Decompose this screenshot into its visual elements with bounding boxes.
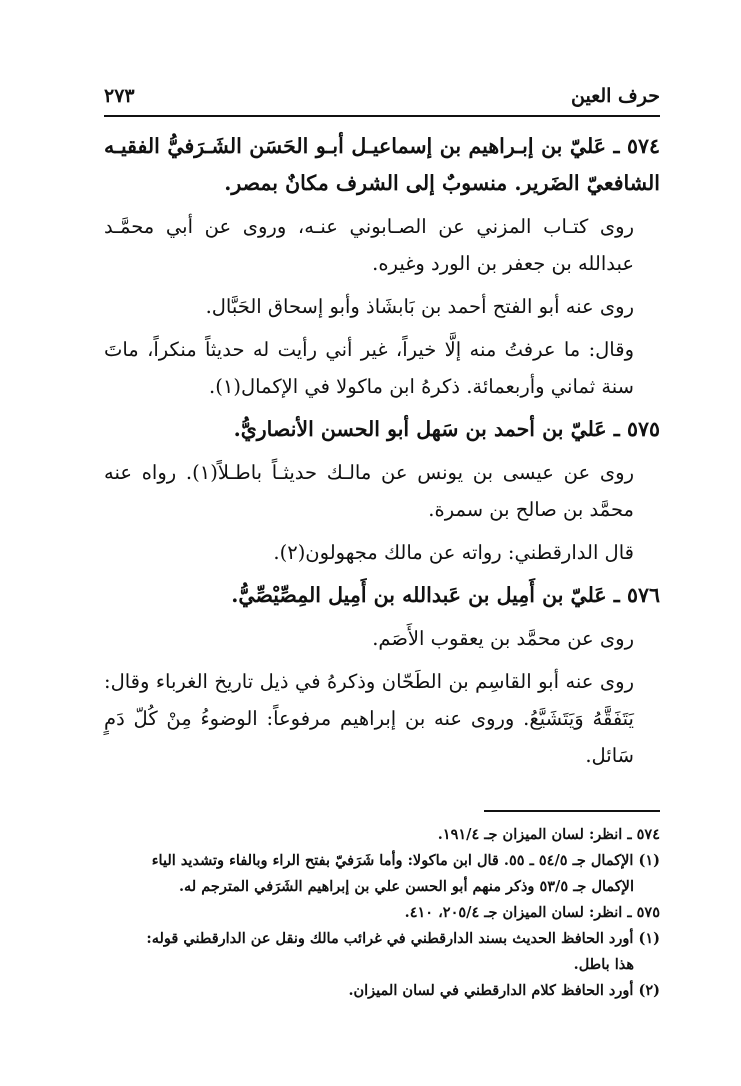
footnote-575-2: (٢) أورد الحافظ كلام الدارقطني في لسان الميزان. (348, 982, 660, 999)
paragraph: روى عن عيسى بن يونس عن مالـك حديثـاً باطـلاً(١). رواه عنه محمَّد بن صالح بن سمرة. (104, 461, 634, 521)
paragraph: وقال: ما عرفتُ منه إلَّا خيراً، غير أني رأيت له حديثاً منكراً، ماتَ سنة ثماني وأربعمائة. ذكرهُ ابن ماكولا في الإكمال(١). (104, 338, 634, 398)
footnote-574-ref: ٥٧٤ ـ انظر: لسان الميزان جـ ١٩١/٤. (437, 826, 660, 843)
footnote-divider (484, 810, 660, 812)
footnotes (104, 822, 660, 1004)
header-divider (104, 115, 660, 117)
footnote-574-1: (١) الإكمال جـ ٥٤/٥ ـ ٥٥. قال ابن ماكولا: وأما شَرَفيّ بفتح الراء وبالفاء وتشديد الياء (151, 852, 660, 869)
paragraph: روى عن محمَّد بن يعقوب الأَصَم. (372, 627, 634, 650)
paragraph: قال الدارقطني: رواته عن مالك مجهولون(٢). (273, 541, 634, 564)
entry-575-heading: ٥٧٥ ـ عَليّ بن أحمد بن سَهل أبو الحسن الأنصاريُّ. (233, 417, 660, 441)
chapter-title: حرف العين (571, 85, 660, 107)
footnote-575-1-cont: هذا باطل. (573, 956, 634, 973)
entry-576-heading: ٥٧٦ ـ عَليّ بن أَمِيل بن عَبدالله بن أَمِيل المِصِّيْصِّيُّ. (231, 583, 660, 607)
paragraph: روى كتـاب المزني عن الصـابوني عنـه، وروى عن أبي محمَّـد عبدالله بن جعفر بن الورد وغيره. (104, 215, 634, 275)
footnote-575-1: (١) أورد الحافظ الحديث بسند الدارقطني في غرائب مالك ونقل عن الدارقطني قوله: (146, 930, 660, 947)
footnote-574-1-cont: الإكمال جـ ٥٣/٥ وذكر منهم أبو الحسن علي بن إبراهيم الشَرَفي المترجم له. (178, 878, 634, 895)
entry-574-heading: ٥٧٤ ـ عَليّ بن إبـراهيم بن إسماعيـل أبـو الحَسَن الشَـرَفيُّ الفقيـه الشافعيّ الضَرير. منسوبٌ إلى الشرف مكانٌ بمصر. (104, 134, 660, 195)
paragraph: روى عنه أبو الفتح أحمد بن بَابشَاذ وأبو إسحاق الحَبَّال. (205, 295, 634, 318)
paragraph: روى عنه أبو القاسِم بن الطَحّان وذكرهُ في ذيل تاريخ الغرباء وقال: يَتَفَقَّهُ وَيَتَشَيَّعُ. وروى عنه بن إبراهيم مرفوعاً: الوضوءُ مِنْ كُلّ دَمٍ سَائل. (104, 670, 634, 767)
page-header (104, 80, 660, 112)
page-number: ٢٧٣ (104, 85, 135, 107)
main-text (104, 128, 660, 780)
footnote-575-ref: ٥٧٥ ـ انظر: لسان الميزان جـ ٢٠٥/٤، ٤١٠. (404, 904, 660, 921)
